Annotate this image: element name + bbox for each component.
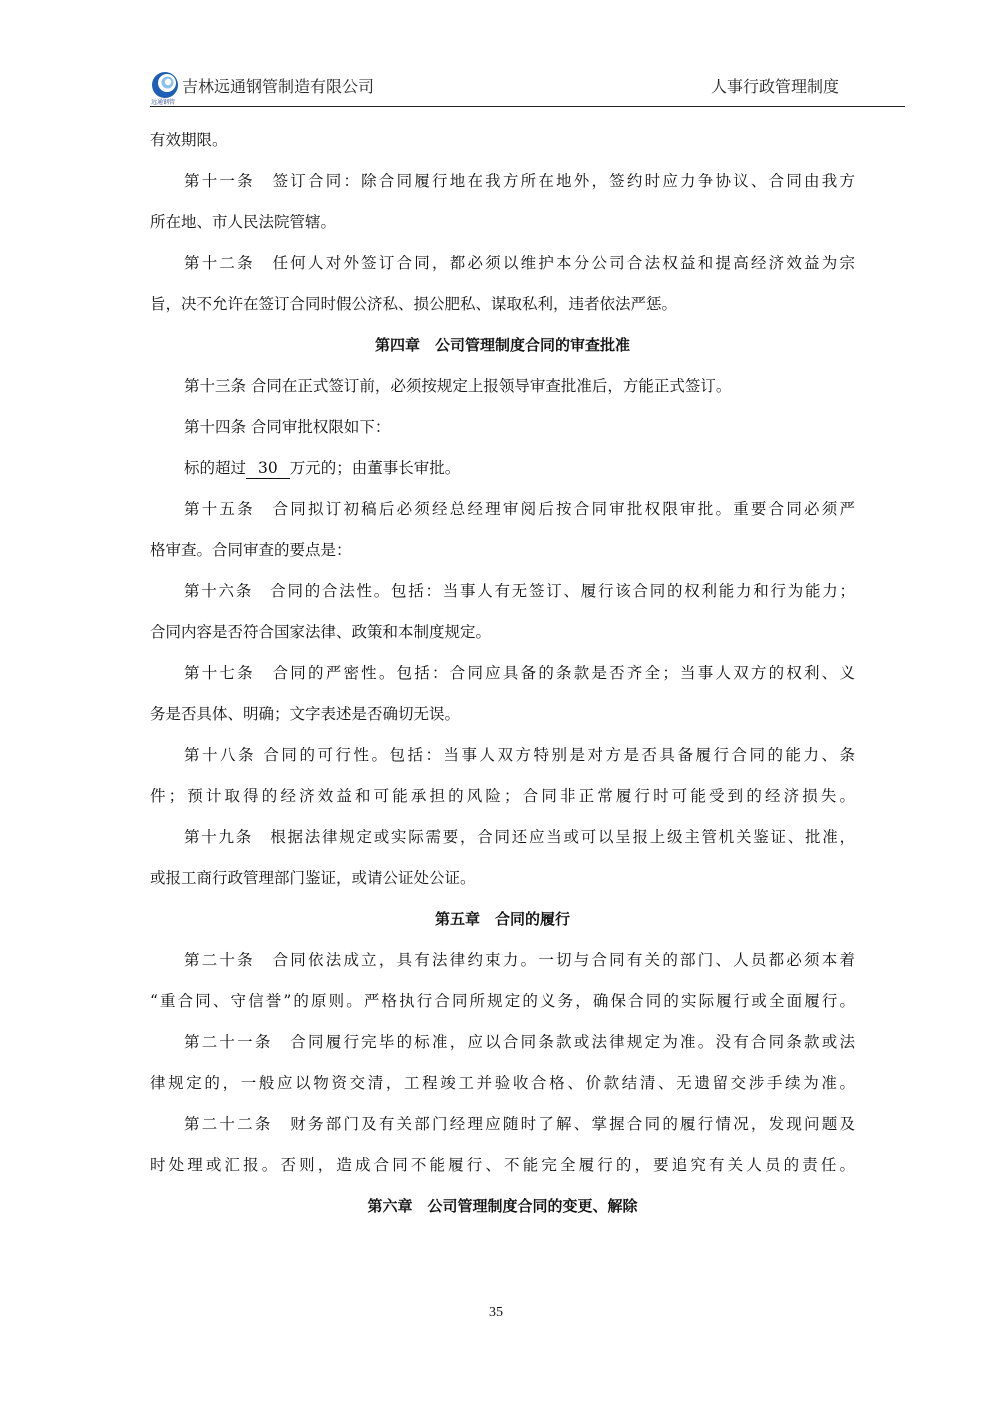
chapter-heading: 第四章 公司管理制度合同的审查批准	[374, 336, 630, 354]
paragraph-line: 第十九条 根据法律规定或实际需要，合同还应当或可以呈报上级主管机关鉴证、批准，	[184, 828, 855, 846]
paragraph-line: 件；预计取得的经济效益和可能承担的风险；合同非正常履行时可能受到的经济损失。	[150, 787, 855, 805]
paragraph-line: 时处理或汇报。否则，造成合同不能履行、不能完全履行的，要追究有关人员的责任。	[150, 1156, 855, 1174]
paragraph-line: 第十二条 任何人对外签订合同，都必须以维护本分公司合法权益和提高经济效益为宗	[184, 254, 855, 272]
paragraph-line: 旨，决不允许在签订合同时假公济私、损公肥私、谋取私利，违者依法严惩。	[150, 295, 678, 313]
paragraph-line: 格审查。合同审查的要点是：	[150, 541, 352, 559]
paragraph-line: 第十六条 合同的合法性。包括：当事人有无签订、履行该合同的权利能力和行为能力；	[184, 582, 855, 600]
paragraph-line: 第二十条 合同依法成立，具有法律约束力。一切与合同有关的部门、人员都必须本着	[184, 951, 855, 969]
chapter-heading: 第五章 合同的履行	[434, 910, 570, 928]
blank-suffix: 万元的；由董事长审批。	[289, 459, 461, 477]
paragraph-line: 律规定的，一般应以物资交清，工程竣工并验收合格、价款结清、无遗留交涉手续为准。	[150, 1074, 855, 1092]
page-number: 35	[489, 1305, 503, 1320]
chapter-heading: 第六章 公司管理制度合同的变更、解除	[367, 1197, 638, 1215]
paragraph-line: 第十一条 签订合同：除合同履行地在我方所在地外，签约时应力争协议、合同由我方	[184, 172, 855, 190]
paragraph-line: 第十三条 合同在正式签订前，必须按规定上报领导审查批准后，方能正式签订。	[184, 377, 732, 395]
paragraph-line: 有效期限。	[150, 131, 228, 149]
paragraph-line: 或报工商行政管理部门鉴证，或请公证处公证。	[150, 869, 476, 887]
document-body	[150, 130, 855, 1216]
paragraph-line: 所在地、市人民法院管辖。	[150, 213, 337, 231]
paragraph-line: 第十五条 合同拟订初稿后必须经总经理审阅后按合同审批权限审批。重要合同必须严	[184, 500, 855, 518]
paragraph-line: 第十七条 合同的严密性。包括：合同应具备的条款是否齐全；当事人双方的权利、义	[184, 664, 855, 682]
paragraph-line	[150, 458, 855, 478]
logo-caption: 远通钢管	[151, 99, 176, 106]
header-divider	[150, 106, 905, 107]
company-logo-icon	[150, 70, 180, 100]
blank-prefix: 标的超过	[184, 459, 247, 477]
paragraph-line: 第十四条 合同审批权限如下：	[184, 418, 391, 436]
document-title: 人事行政管理制度	[710, 77, 839, 96]
filled-blank-value: 30	[246, 458, 290, 479]
page-header	[150, 66, 905, 110]
company-name: 吉林远通钢管制造有限公司	[182, 77, 375, 96]
paragraph-line: 务是否具体、明确；文字表述是否确切无误。	[150, 705, 461, 723]
paragraph-line: 第二十一条 合同履行完毕的标准，应以合同条款或法律规定为准。没有合同条款或法	[184, 1033, 855, 1051]
paragraph-line: 合同内容是否符合国家法律、政策和本制度规定。	[150, 623, 492, 641]
paragraph-line: 第十八条 合同的可行性。包括：当事人双方特别是对方是否具备履行合同的能力、条	[184, 746, 855, 764]
paragraph-line: 第二十二条 财务部门及有关部门经理应随时了解、掌握合同的履行情况，发现问题及	[184, 1115, 855, 1133]
paragraph-line: “重合同、守信誉”的原则。严格执行合同所规定的义务，确保合同的实际履行或全面履行。	[150, 992, 855, 1010]
